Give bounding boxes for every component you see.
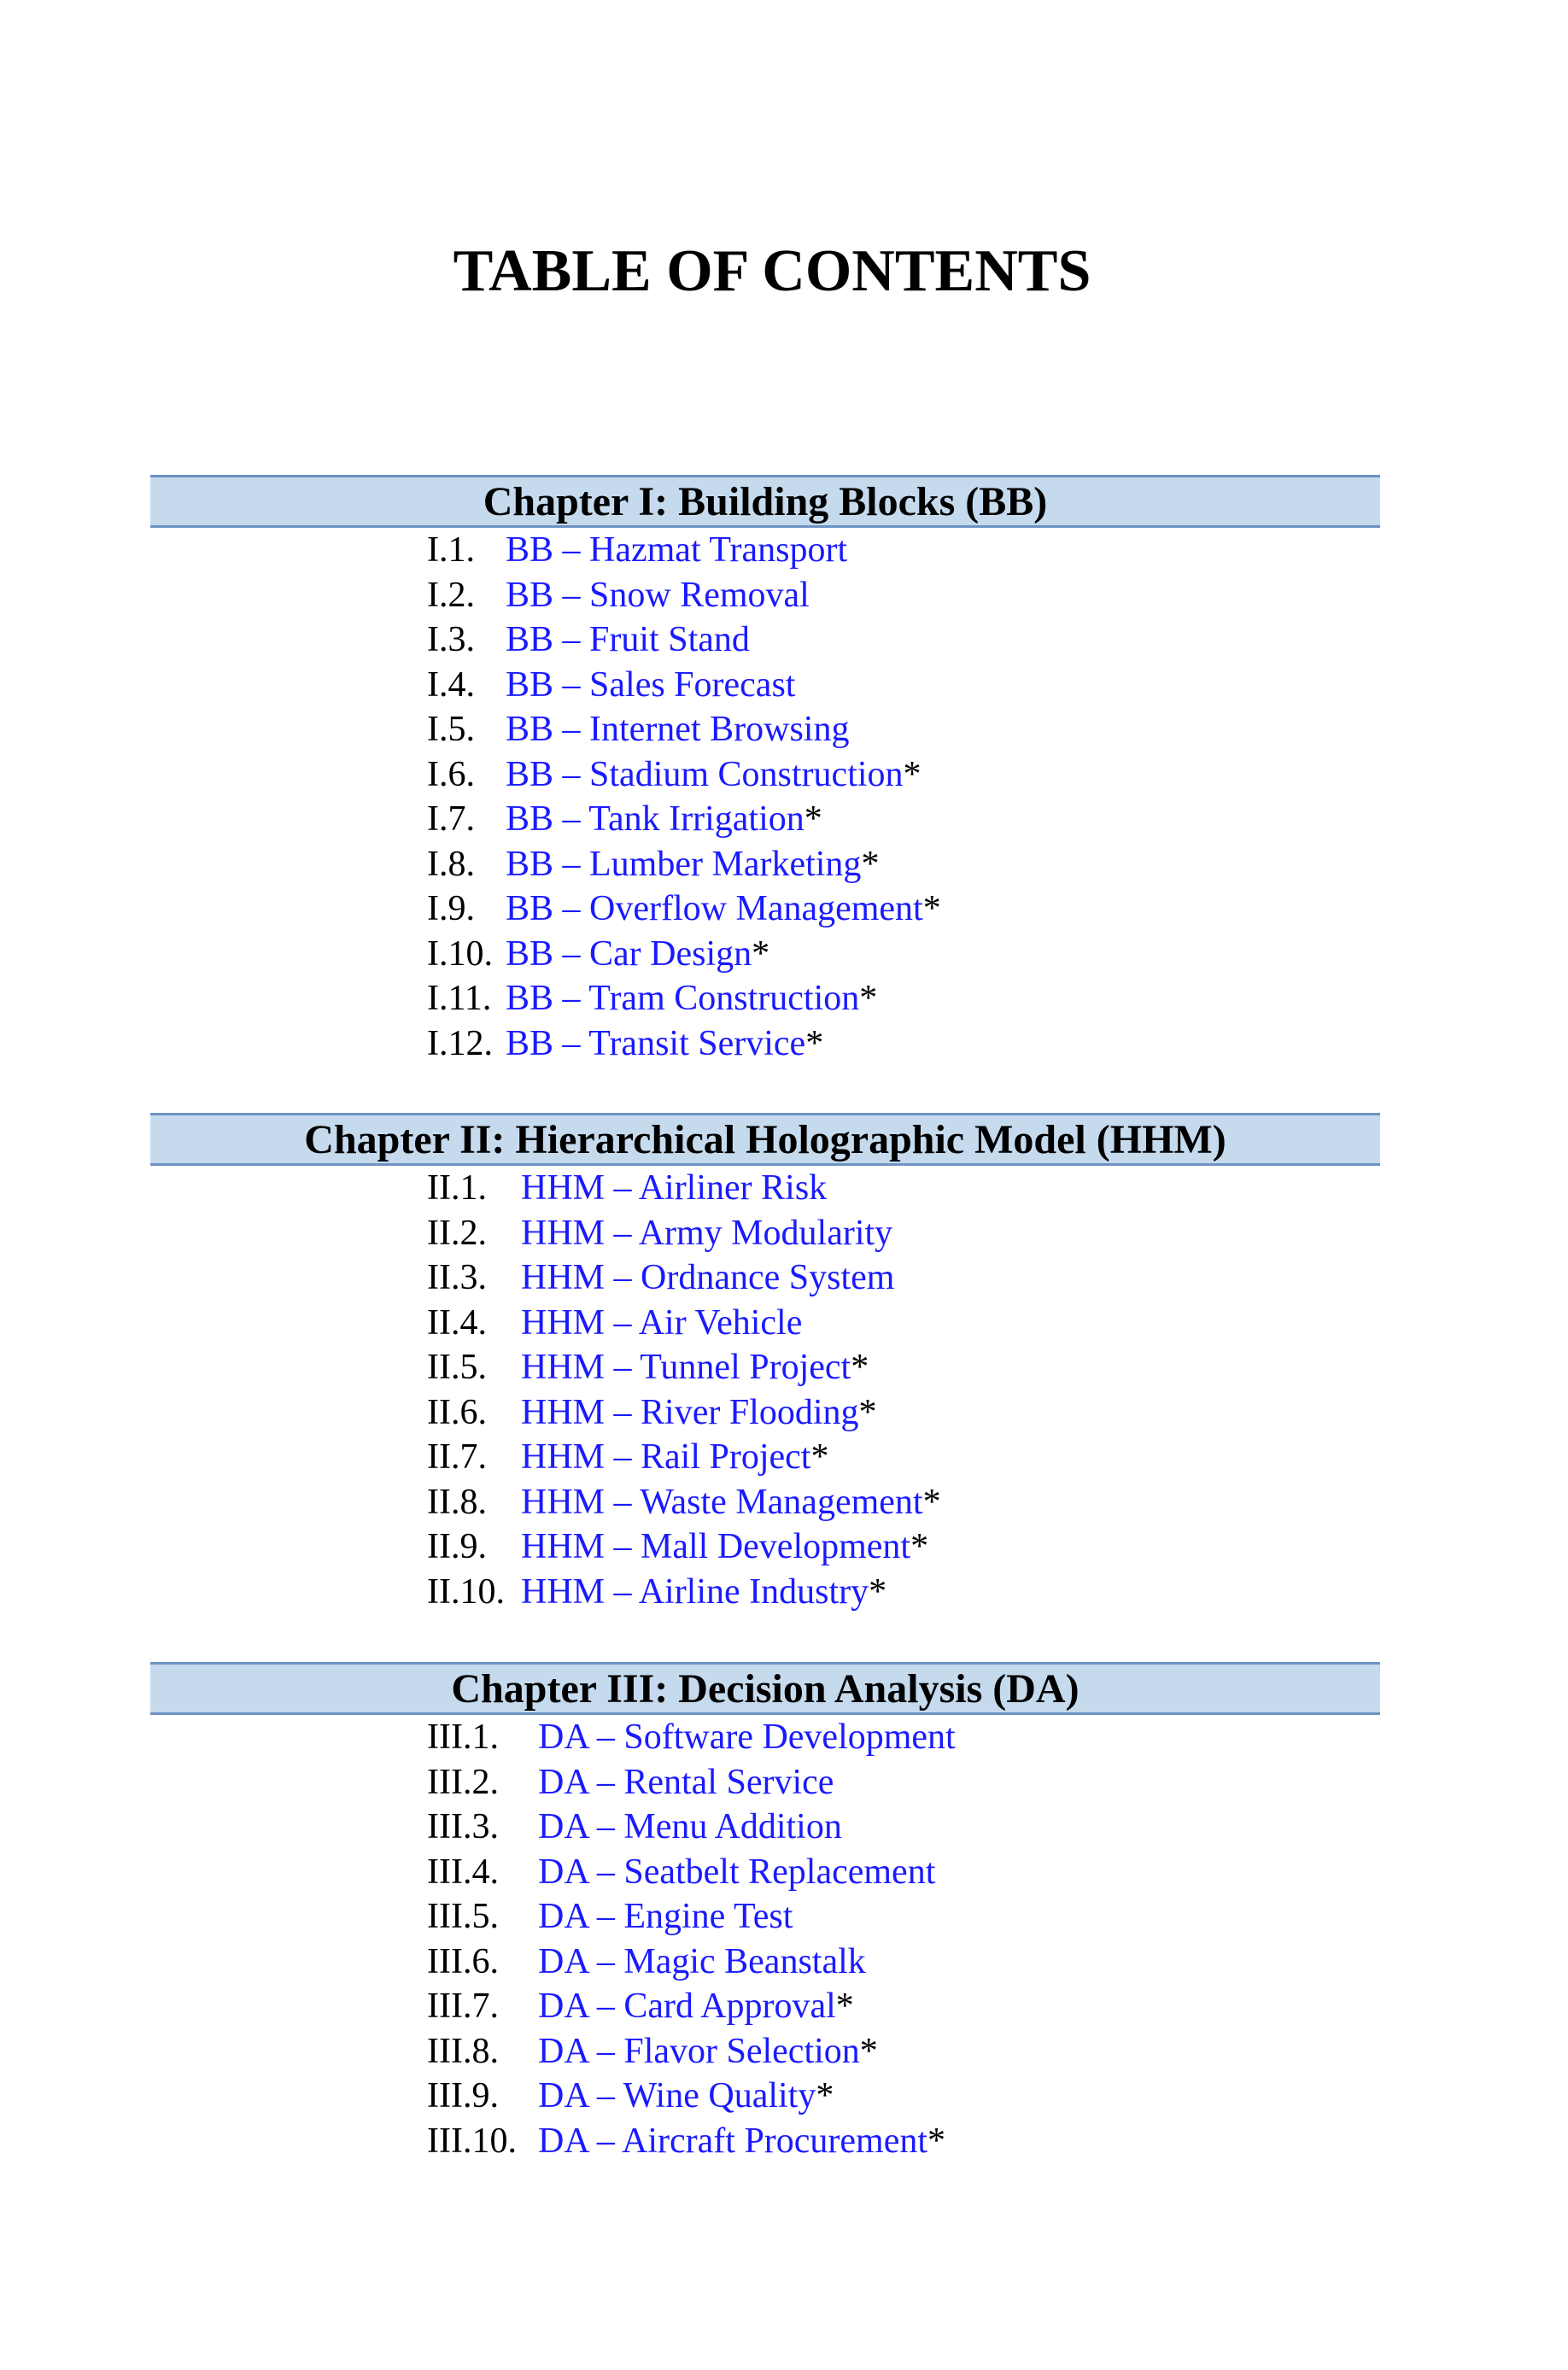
toc-entry-III.8 [427, 2029, 878, 2074]
entry-star-marker: * [858, 1392, 877, 1432]
entry-link-text[interactable]: DA – Aircraft Procurement [538, 2121, 928, 2161]
toc-entry-I.2 [427, 573, 810, 617]
entry-link-text[interactable]: BB – Tram Construction [506, 979, 860, 1018]
entry-number: II.7. [427, 1437, 487, 1477]
chapter-1-heading: Chapter I: Building Blocks (BB) [150, 475, 1380, 528]
entry-star-marker: * [816, 2076, 834, 2115]
entry-link[interactable] [506, 797, 822, 841]
toc-entry-I.9 [427, 887, 941, 931]
entry-number: II.5. [427, 1348, 487, 1387]
toc-entry-III.5 [427, 1894, 793, 1939]
entry-link-text[interactable]: BB – Snow Removal [506, 575, 810, 615]
page-title: TABLE OF CONTENTS [453, 238, 1091, 304]
entry-link-text[interactable]: BB – Hazmat Transport [506, 530, 848, 570]
entry-link[interactable] [538, 1805, 842, 1849]
entry-number: I.8. [427, 844, 475, 884]
entry-link[interactable] [521, 1166, 827, 1210]
entry-link[interactable] [521, 1211, 892, 1255]
entry-number: I.1. [427, 530, 475, 570]
toc-entry-I.12 [427, 1021, 824, 1066]
toc-entry-III.1 [427, 1715, 956, 1759]
toc-entry-III.3 [427, 1805, 842, 1849]
entry-link-text[interactable]: BB – Car Design [506, 933, 752, 974]
chapter-3-heading: Chapter III: Decision Analysis (DA) [150, 1662, 1380, 1715]
entry-number: I.3. [427, 620, 475, 659]
toc-entry-III.2 [427, 1760, 834, 1805]
entry-link[interactable] [538, 1850, 935, 1894]
entry-link[interactable] [538, 1715, 956, 1759]
entry-number: III.4. [427, 1852, 499, 1892]
toc-entry-II.4 [427, 1301, 803, 1345]
entry-link[interactable] [506, 528, 847, 572]
entry-link[interactable] [538, 1894, 793, 1939]
entry-link[interactable] [506, 976, 877, 1021]
entry-star-marker: * [910, 1527, 929, 1566]
toc-entry-II.6 [427, 1390, 877, 1435]
entry-link-text[interactable]: HHM – Ordnance System [521, 1258, 895, 1297]
entry-star-marker: * [922, 889, 941, 928]
entry-link-text[interactable]: DA – Software Development [538, 1718, 956, 1757]
toc-entry-II.2 [427, 1211, 893, 1255]
entry-star-marker: * [859, 2031, 878, 2071]
entry-link[interactable] [538, 1940, 866, 1984]
entry-link[interactable] [521, 1255, 894, 1300]
entry-link[interactable] [538, 1984, 854, 2028]
entry-star-marker: * [927, 2121, 946, 2161]
entry-link[interactable] [506, 707, 849, 752]
entry-number: III.8. [427, 2031, 499, 2071]
entry-link-text[interactable]: HHM – Army Modularity [521, 1213, 893, 1253]
entry-number: II.3. [427, 1258, 487, 1297]
toc-entry-II.1 [427, 1166, 828, 1210]
entry-link[interactable] [506, 932, 769, 976]
entry-star-marker: * [922, 1482, 941, 1522]
entry-star-marker: * [869, 1571, 887, 1612]
entry-number: I.5. [427, 710, 475, 749]
entry-link-text[interactable]: BB – Fruit Stand [506, 620, 750, 659]
toc-entry-II.8 [427, 1480, 941, 1524]
entry-link[interactable] [521, 1390, 877, 1435]
entry-link[interactable] [506, 573, 810, 617]
entry-link[interactable] [506, 887, 941, 931]
entry-number: III.9. [427, 2076, 499, 2115]
entry-link[interactable] [506, 663, 795, 707]
entry-link-text[interactable]: DA – Flavor Selection [538, 2031, 860, 2071]
toc-entry-I.4 [427, 663, 796, 707]
entry-link-text[interactable]: HHM – Tunnel Project [521, 1348, 851, 1387]
toc-entry-I.6 [427, 752, 921, 797]
entry-link-text[interactable]: HHM – Rail Project [521, 1437, 811, 1477]
toc-entry-I.10 [427, 932, 770, 976]
toc-entry-I.3 [427, 617, 750, 662]
entry-link[interactable] [538, 2074, 834, 2118]
entry-number: III.1. [427, 1718, 499, 1757]
entry-link-text[interactable]: HHM – Waste Management [521, 1482, 923, 1522]
entry-number: II.10. [427, 1571, 505, 1612]
entry-link[interactable] [521, 1570, 886, 1614]
entry-star-marker: * [752, 933, 770, 974]
entry-link[interactable] [521, 1435, 828, 1479]
entry-link-text[interactable]: HHM – Airline Industry [521, 1571, 869, 1612]
entry-link-text[interactable]: DA – Seatbelt Replacement [538, 1852, 936, 1892]
entry-number: I.10. [427, 933, 493, 974]
entry-number: I.6. [427, 754, 475, 794]
entry-star-marker: * [835, 1987, 854, 2026]
entry-star-marker: * [805, 1023, 824, 1063]
entry-link-text[interactable]: BB – Stadium Construction [506, 754, 904, 794]
entry-link[interactable] [538, 1760, 834, 1805]
toc-entry-II.7 [427, 1435, 829, 1479]
entry-number: III.6. [427, 1941, 499, 1981]
entry-star-marker: * [804, 799, 822, 839]
toc-entry-III.7 [427, 1984, 854, 2028]
entry-number: I.11. [427, 979, 492, 1018]
entry-number: II.4. [427, 1302, 487, 1343]
entry-number: II.6. [427, 1392, 487, 1432]
entry-link[interactable] [506, 617, 750, 662]
entry-number: I.2. [427, 575, 475, 615]
toc-entry-III.10 [427, 2119, 946, 2163]
entry-link-text[interactable]: DA – Rental Service [538, 1762, 834, 1802]
entry-star-marker: * [861, 844, 880, 884]
toc-entry-III.9 [427, 2074, 834, 2118]
entry-number: I.7. [427, 799, 475, 839]
entry-number: I.4. [427, 664, 475, 705]
entry-number: II.9. [427, 1527, 487, 1566]
toc-entry-II.5 [427, 1345, 869, 1390]
entry-number: II.8. [427, 1482, 487, 1522]
entry-link-text[interactable]: DA – Menu Addition [538, 1807, 842, 1846]
entry-number: II.1. [427, 1168, 487, 1208]
entry-link-text[interactable]: DA – Magic Beanstalk [538, 1941, 866, 1981]
toc-entry-I.1 [427, 528, 848, 572]
toc-entry-I.7 [427, 797, 822, 841]
entry-link-text[interactable]: DA – Wine Quality [538, 2076, 816, 2115]
entry-link-text[interactable]: DA – Engine Test [538, 1897, 793, 1936]
entry-link[interactable] [538, 2119, 945, 2163]
entry-link-text[interactable]: BB – Lumber Marketing [506, 844, 862, 884]
entry-number: I.9. [427, 889, 475, 928]
entry-link[interactable] [538, 2029, 878, 2074]
entry-number: II.2. [427, 1213, 487, 1253]
entry-link[interactable] [521, 1301, 802, 1345]
toc-entry-II.10 [427, 1570, 887, 1614]
entry-link[interactable] [506, 1021, 823, 1066]
toc-entry-I.5 [427, 707, 850, 752]
entry-star-marker: * [810, 1437, 829, 1477]
entry-link[interactable] [506, 752, 921, 797]
entry-link-text[interactable]: BB – Overflow Management [506, 889, 923, 928]
entry-link-text[interactable]: HHM – Airliner Risk [521, 1168, 828, 1208]
entry-star-marker: * [851, 1348, 869, 1387]
chapter-2-heading: Chapter II: Hierarchical Holographic Model (HHM) [150, 1113, 1380, 1166]
entry-link[interactable] [506, 842, 879, 887]
toc-entry-I.8 [427, 842, 880, 887]
entry-number: III.5. [427, 1897, 499, 1936]
entry-number: I.12. [427, 1023, 493, 1063]
entry-link[interactable] [521, 1480, 941, 1524]
entry-link-text[interactable]: DA – Card Approval [538, 1987, 836, 2026]
entry-number: III.3. [427, 1807, 499, 1846]
entry-link[interactable] [521, 1524, 928, 1569]
toc-entry-II.3 [427, 1255, 895, 1300]
entry-number: III.7. [427, 1987, 499, 2026]
entry-link-text[interactable]: BB – Sales Forecast [506, 664, 796, 705]
entry-link-text[interactable]: BB – Transit Service [506, 1023, 806, 1063]
toc-entry-I.11 [427, 976, 878, 1021]
entry-star-marker: * [859, 979, 878, 1018]
entry-link[interactable] [521, 1345, 869, 1390]
entry-star-marker: * [903, 754, 921, 794]
entry-number: III.2. [427, 1762, 499, 1802]
entry-link-text[interactable]: HHM – Mall Development [521, 1527, 911, 1566]
toc-entry-III.6 [427, 1940, 866, 1984]
entry-link-text[interactable]: BB – Tank Irrigation [506, 799, 804, 839]
entry-number: III.10. [427, 2121, 517, 2161]
toc-entry-II.9 [427, 1524, 929, 1569]
toc-entry-III.4 [427, 1850, 936, 1894]
entry-link-text[interactable]: HHM – Air Vehicle [521, 1302, 803, 1343]
entry-link-text[interactable]: HHM – River Flooding [521, 1392, 859, 1432]
entry-link-text[interactable]: BB – Internet Browsing [506, 710, 850, 749]
